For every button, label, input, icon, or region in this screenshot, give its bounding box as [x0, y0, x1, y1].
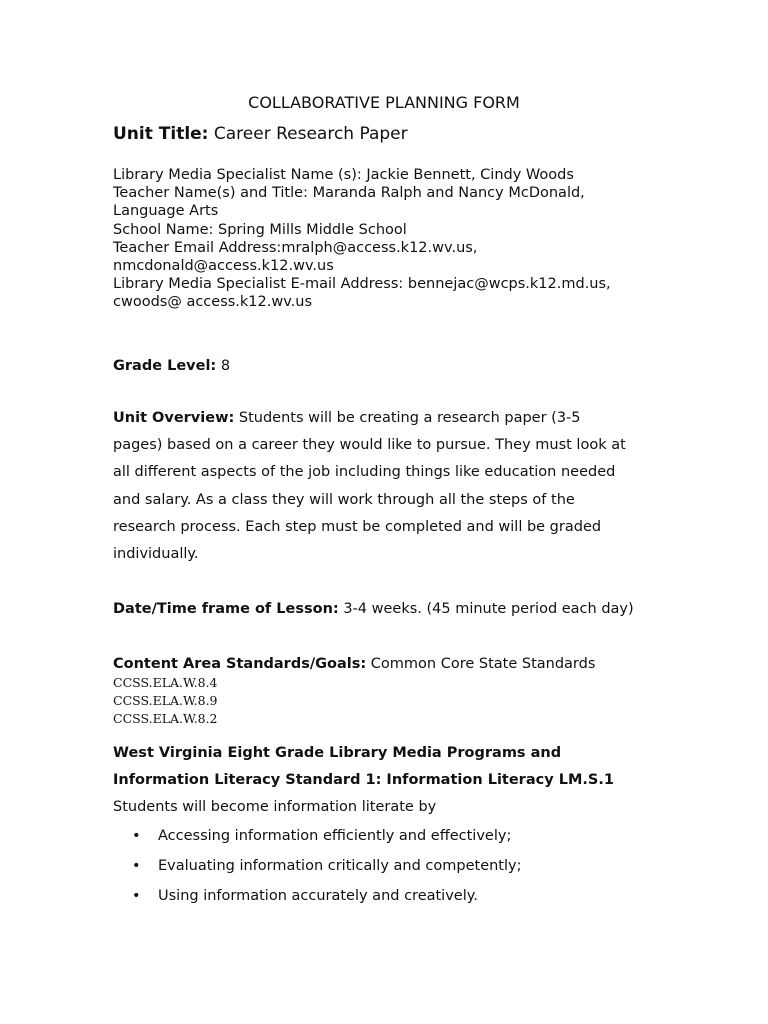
standard-codes-list [113, 674, 218, 728]
list-item-text: Using information accurately and creatively. [158, 888, 478, 904]
content-standards-label: Content Area Standards/Goals: [113, 656, 367, 672]
standard-code: CCSS.ELA.W.8.2 [113, 711, 218, 726]
info-line: Teacher Email Address:mralph@access.k12.wv.us, [113, 239, 478, 256]
wv-standard-heading [113, 740, 614, 794]
info-line: Teacher Name(s) and Title: Maranda Ralph and Nancy McDonald, [113, 185, 585, 202]
standard-code: CCSS.ELA.W.8.9 [113, 693, 218, 708]
bullet-icon: • [132, 858, 141, 874]
grade-level-label: Grade Level: [113, 358, 217, 374]
list-item [113, 854, 521, 884]
info-line: nmcdonald@access.k12.wv.us [113, 258, 334, 275]
unit-title-value: Career Research Paper [213, 124, 408, 144]
standard-code: CCSS.ELA.W.8.4 [113, 675, 218, 690]
unit-overview-block [113, 405, 673, 568]
timeframe-line [113, 599, 634, 619]
info-line: Language Arts [113, 203, 219, 220]
contact-info-block [113, 166, 673, 312]
timeframe-value: 3-4 weeks. (45 minute period each day) [343, 601, 634, 617]
list-item [113, 824, 521, 854]
overview-line: pages) based on a career they would like to pursue. They must look at [113, 437, 626, 454]
overview-line: individually. [113, 546, 199, 563]
info-line: cwoods@ access.k12.wv.us [113, 294, 313, 311]
grade-level-line [113, 356, 230, 376]
wv-standard-intro: Students will become information literate by [113, 799, 437, 815]
content-standards-value: Common Core State Standards [370, 656, 596, 672]
info-line: Library Media Specialist Name (s): Jackie Bennett, Cindy Woods [113, 167, 574, 183]
unit-title-line [113, 123, 408, 145]
unit-overview-label: Unit Overview: [113, 410, 235, 426]
grade-level-value: 8 [220, 358, 231, 374]
info-line: School Name: Spring Mills Middle School [113, 221, 407, 238]
wv-heading-line: West Virginia Eight Grade Library Media Programs and [113, 745, 562, 761]
overview-line: Students will be creating a research paper (3-5 [238, 410, 581, 426]
list-item-text: Evaluating information critically and competently; [158, 858, 522, 874]
bullet-icon: • [132, 828, 141, 844]
form-title: COLLABORATIVE PLANNING FORM [248, 93, 520, 112]
timeframe-label: Date/Time frame of Lesson: [113, 601, 339, 617]
overview-line: research process. Each step must be completed and will be graded [113, 518, 602, 535]
overview-line: all different aspects of the job including things like education needed [113, 464, 616, 481]
wv-heading-line: Information Literacy Standard 1: Information Literacy LM.S.1 [113, 772, 614, 789]
content-standards-line [113, 654, 595, 674]
list-item-text: Accessing information efficiently and effectively; [158, 828, 512, 844]
list-item [113, 884, 521, 914]
info-line: Library Media Specialist E-mail Address: bennejac@wcps.k12.md.us, [113, 276, 611, 293]
overview-line: and salary. As a class they will work through all the steps of the [113, 491, 575, 508]
bullet-icon: • [132, 888, 141, 904]
literacy-bullet-list [113, 824, 521, 914]
unit-title-label: Unit Title: [113, 124, 209, 144]
